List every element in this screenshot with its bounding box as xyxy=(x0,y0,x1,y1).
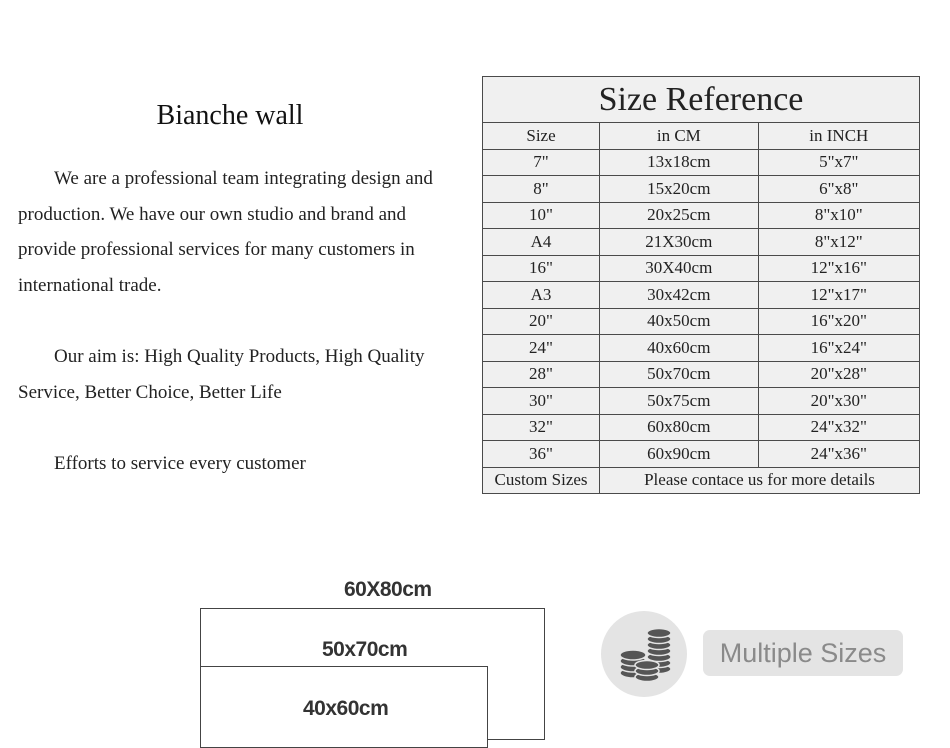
size-reference-table xyxy=(482,76,920,494)
cm-cell: 30X40cm xyxy=(600,255,759,282)
cm-cell: 60x80cm xyxy=(600,414,759,441)
table-row xyxy=(483,361,920,388)
size-cell: 32" xyxy=(483,414,600,441)
table-row xyxy=(483,202,920,229)
intro-paragraph-1: We are a professional team integrating design and production. We have our own studio and brand and provide professional services for many customers in international trade. xyxy=(18,168,433,296)
header-cm: in CM xyxy=(600,123,759,150)
table-row xyxy=(483,388,920,415)
table-row xyxy=(483,335,920,362)
header-inch: in INCH xyxy=(758,123,919,150)
inch-cell: 8"x12" xyxy=(758,229,919,256)
table-row xyxy=(483,414,920,441)
table-row xyxy=(483,229,920,256)
size-cell: A3 xyxy=(483,282,600,309)
cm-cell: 13x18cm xyxy=(600,149,759,176)
brand-title: Bianche wall xyxy=(156,100,304,131)
size-cell: 36" xyxy=(483,441,600,468)
table-row xyxy=(483,255,920,282)
table-row xyxy=(483,308,920,335)
inch-cell: 20"x30" xyxy=(758,388,919,415)
inch-cell: 8"x10" xyxy=(758,202,919,229)
intro-paragraph-2: Our aim is: High Quality Products, High Quality Service, Better Choice, Better Life xyxy=(18,346,425,403)
size-label-60x80: 60X80cm xyxy=(344,578,432,601)
cm-cell: 60x90cm xyxy=(600,441,759,468)
size-label-40x60: 40x60cm xyxy=(303,697,389,720)
cm-cell: 40x60cm xyxy=(600,335,759,362)
cm-cell: 40x50cm xyxy=(600,308,759,335)
table-row xyxy=(483,441,920,468)
size-cell: 16" xyxy=(483,255,600,282)
table-row xyxy=(483,149,920,176)
table-row xyxy=(483,176,920,203)
table-title: Size Reference xyxy=(483,77,920,123)
cm-cell: 50x70cm xyxy=(600,361,759,388)
inch-cell: 16"x24" xyxy=(758,335,919,362)
inch-cell: 20"x28" xyxy=(758,361,919,388)
intro-paragraph-3: Efforts to service every customer xyxy=(54,453,306,474)
size-cell: 20" xyxy=(483,308,600,335)
size-cell: 28" xyxy=(483,361,600,388)
cm-cell: 15x20cm xyxy=(600,176,759,203)
inch-cell: 5"x7" xyxy=(758,149,919,176)
coin-stack-icon xyxy=(601,611,687,697)
table-row xyxy=(483,282,920,309)
size-cell: 10" xyxy=(483,202,600,229)
inch-cell: 24"x32" xyxy=(758,414,919,441)
inch-cell: 16"x20" xyxy=(758,308,919,335)
size-cell: 7" xyxy=(483,149,600,176)
inch-cell: 12"x17" xyxy=(758,282,919,309)
inch-cell: 24"x36" xyxy=(758,441,919,468)
inch-cell: 12"x16" xyxy=(758,255,919,282)
cm-cell: 50x75cm xyxy=(600,388,759,415)
custom-size-label: Custom Sizes xyxy=(483,467,600,494)
inch-cell: 6"x8" xyxy=(758,176,919,203)
cm-cell: 20x25cm xyxy=(600,202,759,229)
size-label-50x70: 50x70cm xyxy=(322,638,408,661)
header-size: Size xyxy=(483,123,600,150)
size-cell: 8" xyxy=(483,176,600,203)
custom-size-note: Please contace us for more details xyxy=(600,467,920,494)
cm-cell: 21X30cm xyxy=(600,229,759,256)
size-cell: A4 xyxy=(483,229,600,256)
size-cell: 24" xyxy=(483,335,600,362)
cm-cell: 30x42cm xyxy=(600,282,759,309)
multiple-sizes-badge: Multiple Sizes xyxy=(703,630,903,676)
size-cell: 30" xyxy=(483,388,600,415)
